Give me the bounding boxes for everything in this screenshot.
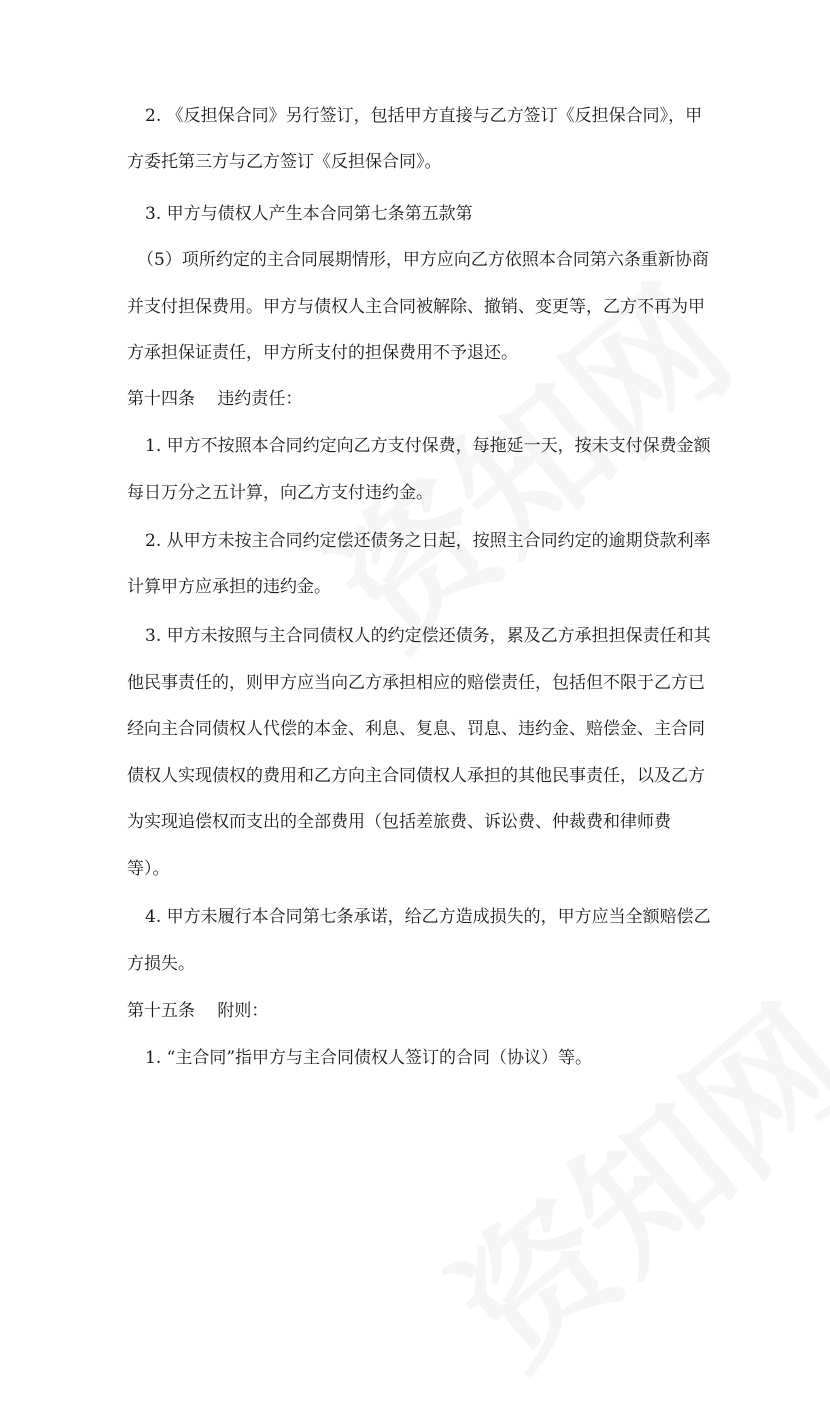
paragraph-line: 1. 甲方不按照本合同约定向乙方支付保费，每拖延一天，按未支付保费金额 [145, 436, 711, 456]
section-heading-14: 第十四条 违约责任： [127, 389, 303, 409]
paragraph-line: 经向主合同债权人代偿的本金、利息、复息、罚息、违约金、赔偿金、主合同 [127, 719, 705, 739]
paragraph-line: 他民事责任的，则甲方应当向乙方承担相应的赔偿责任，包括但不限于乙方已 [127, 673, 705, 693]
paragraph-line: 3. 甲方与债权人产生本合同第七条第五款第 [145, 204, 473, 224]
paragraph-line: （5）项所约定的主合同展期情形，甲方应向乙方依照本合同第六条重新协商 [137, 250, 709, 270]
paragraph-line: 2. 《反担保合同》另行签订，包括甲方直接与乙方签订《反担保合同》，甲 [145, 106, 703, 126]
paragraph-line: 计算甲方应承担的违约金。 [127, 577, 331, 597]
paragraph-line: 方承担保证责任，甲方所支付的担保费用不予退还。 [127, 343, 518, 363]
paragraph-line: 为实现追偿权而支出的全部费用（包括差旅费、诉讼费、仲裁费和律师费 [127, 812, 671, 832]
paragraph-line: 2. 从甲方未按主合同约定偿还债务之日起，按照主合同约定的逾期贷款利率 [145, 531, 711, 551]
paragraph-line: 并支付担保费用。甲方与债权人主合同被解除、撤销、变更等，乙方不再为甲 [127, 297, 705, 317]
section-heading-15: 第十五条 附则： [127, 1001, 269, 1021]
paragraph-line: 3. 甲方未按照与主合同债权人的约定偿还债务，累及乙方承担担保责任和其 [145, 626, 711, 646]
watermark-bottom [403, 951, 830, 1405]
paragraph-line: 方损失。 [127, 954, 195, 974]
paragraph-line: 每日万分之五计算，向乙方支付违约金。 [127, 483, 433, 503]
paragraph-line: 等）。 [127, 859, 170, 879]
paragraph-line: 1. “主合同”指甲方与主合同债权人签订的合同（协议）等。 [145, 1048, 593, 1068]
paragraph-line: 4. 甲方未履行本合同第七条承诺，给乙方造成损失的，甲方应当全额赔偿乙 [145, 907, 711, 927]
paragraph-line: 债权人实现债权的费用和乙方向主合同债权人承担的其他民事责任，以及乙方 [127, 766, 705, 786]
paragraph-line: 方委托第三方与乙方签订《反担保合同》。 [127, 152, 442, 172]
